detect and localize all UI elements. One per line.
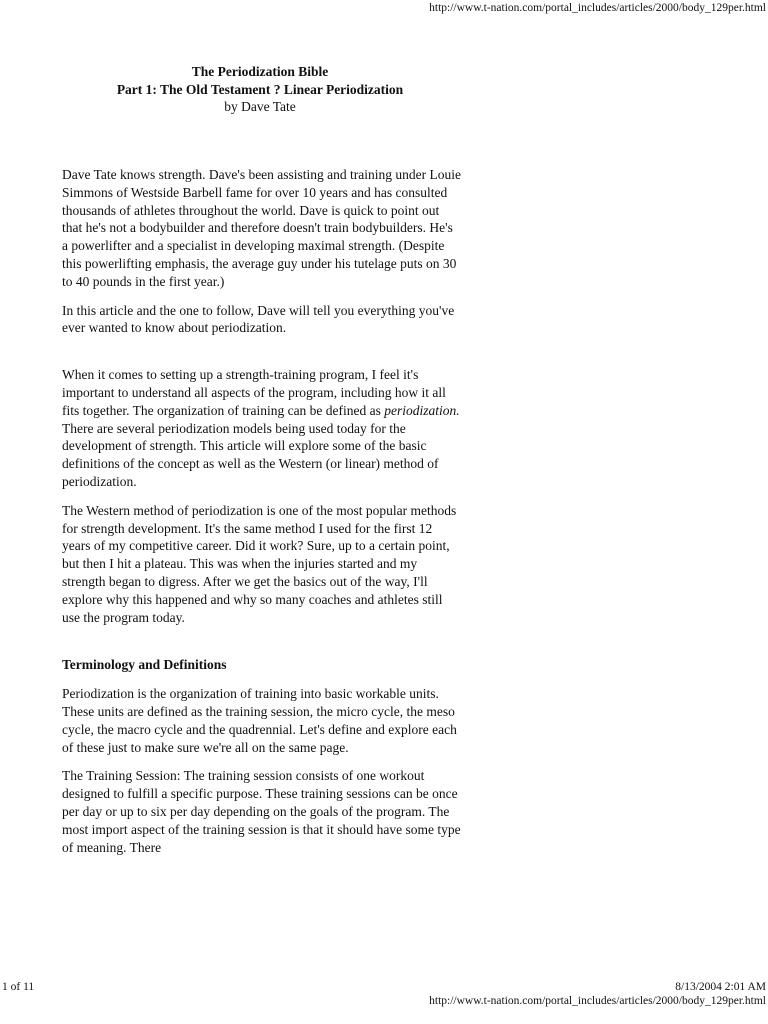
header-url: http://www.t-nation.com/portal_includes/articles/2000/body_129per.html — [429, 2, 766, 14]
footer-datetime: 8/13/2004 2:01 AM — [675, 981, 766, 993]
footer-url: http://www.t-nation.com/portal_includes/articles/2000/body_129per.html — [429, 995, 766, 1007]
article-subtitle: Part 1: The Old Testament ? Linear Periodization — [116, 81, 404, 97]
intro-paragraph-1: Dave Tate knows strength. Dave's been assisting and training under Louie Simmons of Westside Barbell fame for over 10 years and has consulted thousands of athletes throughout the world. Dave is quick to point out that he's not a bodybuilder and therefore doesn't train bodybuilders. He's a powerlifter and a specialist in developing maximal strength. (Despite this powerlifting emphasis, the average guy under his tutelage puts on 30 to 40 pounds in the first year.) — [62, 167, 462, 289]
article-title: The Periodization Bible — [191, 64, 329, 79]
body-paragraph-4: The Training Session: The training session consists of one workout designed to fulfill a specific purpose. These training sessions can be once per day or up to six per day depending on the goals of the program. The most import aspect of the training session is that it should have some type of meaning. There — [62, 768, 461, 855]
body-paragraph-3: Periodization is the organization of training into basic workable units. These units are defined as the training session, the micro cycle, the meso cycle, the macro cycle and the quadrennial. Let's define and explore each of these just to make sure we're all on the same page. — [62, 686, 457, 755]
body-paragraph-2: The Western method of periodization is one of the most popular methods for strength development. It's the same method I used for the first 12 years of my competitive career. Did it work? Sure, up to a certain point, but then I hit a plateau. This was when the injuries started and my strength began to digress. After we get the basics out of the way, I'll explore why this happened and why so many coaches and athletes still use the program today. — [62, 502, 457, 625]
periodization-emphasis: periodization. — [384, 402, 460, 418]
section-heading: Terminology and Definitions — [62, 657, 227, 673]
article-body — [62, 166, 462, 856]
body-paragraph-1-end: There are several periodization models being used today for the development of strength. This article will explore some of the basic definitions of the concept as well as the Western (or linear) method of periodization. — [62, 420, 439, 489]
article-title-block — [62, 63, 458, 116]
body-paragraph-1 — [62, 366, 462, 491]
footer-info — [429, 980, 766, 1008]
page-number: 1 of 11 — [2, 981, 35, 993]
intro-paragraph-2: In this article and the one to follow, Dave will tell you everything you've ever wanted to know about periodization. — [62, 302, 455, 336]
article-byline: by Dave Tate — [224, 99, 296, 114]
body-paragraph-1-start: When it comes to setting up a strength-training program, I feel it's important to understand all aspects of the program, including how it all fits together. The organization of training can be defined as — [62, 367, 446, 418]
